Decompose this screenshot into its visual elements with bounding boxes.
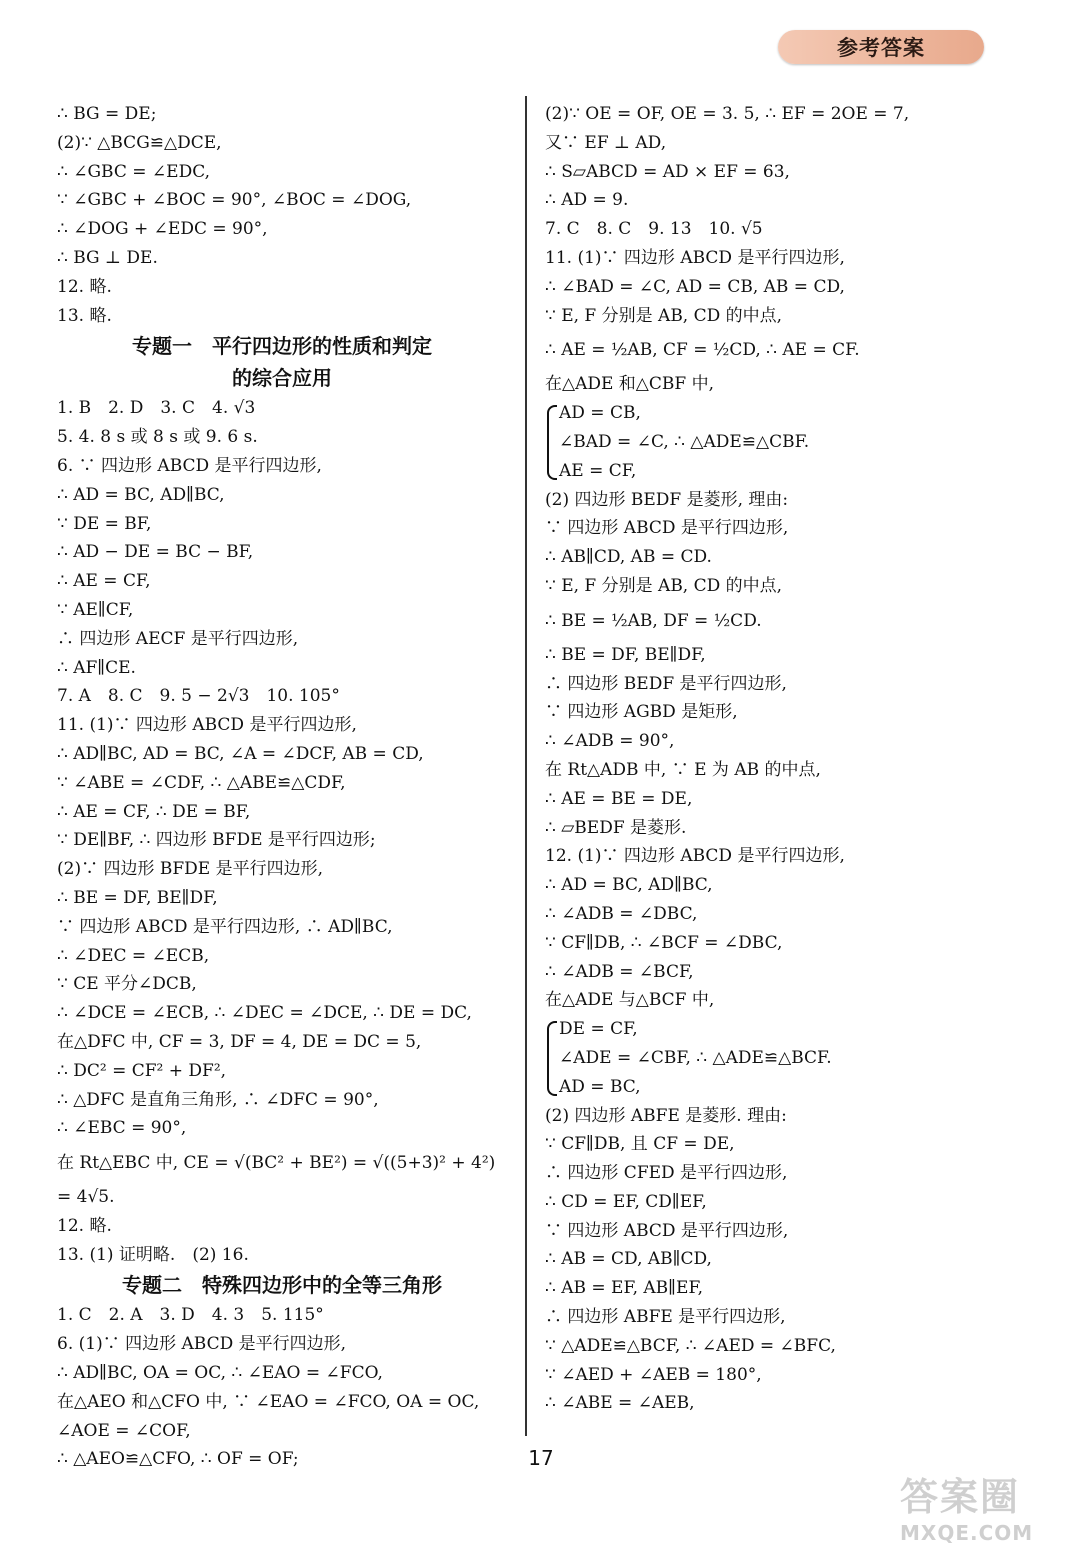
answer-line: ∴ S▱ABCD = AD × EF = 63, — [545, 161, 790, 182]
answer-line: ∴ ∠ABE = ∠AEB, — [545, 1393, 695, 1414]
answer-line: ∵ DE∥BF, ∴ 四边形 BFDE 是平行四边形; — [57, 830, 376, 851]
answer-line: ∴ AD = BC, AD∥BC, — [57, 484, 225, 505]
answer-line: ∴ AE = ½AB, CF = ½CD, ∴ AE = CF. — [545, 340, 860, 361]
answer-line: ∴ ∠ADB = ∠BCF, — [545, 961, 694, 982]
answer-line: 11. (1)∵ 四边形 ABCD 是平行四边形, — [57, 715, 357, 736]
answer-line: ∵ 四边形 ABCD 是平行四边形, — [545, 1220, 789, 1241]
answer-line: ∴ 四边形 AECF 是平行四边形, — [57, 628, 299, 649]
answer-line: 12. 略. — [57, 276, 112, 297]
answer-line: ∴ AF∥CE. — [57, 657, 136, 678]
answer-line: (2)∵ △BCG≌△DCE, — [57, 132, 222, 153]
answer-key-badge — [778, 30, 984, 64]
answer-line: AD = BC, — [559, 1076, 641, 1097]
answer-line: ∴ AB∥CD, AB = CD. — [545, 547, 712, 568]
answer-line: ∵ E, F 分别是 AB, CD 的中点, — [545, 575, 783, 596]
answer-line: ∴ AE = CF, — [57, 571, 151, 592]
answer-line: 1. B 2. D 3. C 4. √3 — [57, 398, 256, 419]
answer-line: ∴ △AEO≌△CFO, ∴ OF = OF; — [57, 1449, 299, 1470]
answer-line: 1. C 2. A 3. D 4. 3 5. 115° — [57, 1305, 324, 1326]
answer-line: 6. ∵ 四边形 ABCD 是平行四边形, — [57, 455, 322, 476]
answer-line: 在 Rt△ADB 中, ∵ E 为 AB 的中点, — [545, 759, 821, 780]
answer-line: ∴ 四边形 ABFE 是平行四边形, — [545, 1307, 786, 1328]
watermark-logo: 答案圈 MXQE.COM — [900, 1475, 1034, 1545]
answer-line: ∴ ∠EBC = 90°, — [57, 1118, 187, 1139]
right-column — [545, 100, 985, 1418]
answer-line: ∴ ∠DEC = ∠ECB, — [57, 945, 210, 966]
answer-line: 在△ADE 和△CBF 中, — [545, 374, 714, 395]
section-heading: 专题一 平行四边形的性质和判定 — [132, 334, 432, 359]
answer-line: ∵ AE∥CF, — [57, 599, 134, 620]
answer-line: ∴ 四边形 BEDF 是平行四边形, — [545, 673, 787, 694]
answer-line: ∴ ∠BAD = ∠C, AD = CB, AB = CD, — [545, 276, 845, 297]
right-block-1 — [545, 100, 985, 399]
answer-line: (2)∵ OE = OF, OE = 3. 5, ∴ EF = 2OE = 7, — [545, 104, 910, 124]
answer-line: 在△AEO 和△CFO 中, ∵ ∠EAO = ∠FCO, OA = OC, — [57, 1391, 480, 1412]
answer-line: = 4√5. — [57, 1187, 115, 1208]
answer-line: ∴ BE = DF, BE∥DF, — [57, 887, 218, 908]
answer-line: 在 Rt△EBC 中, CE = √(BC² + BE²) = √((5+3)² + 4²) — [57, 1153, 496, 1174]
answer-line: ∠ADE = ∠CBF, ∴ △ADE≌△BCF. — [559, 1047, 832, 1068]
answer-line: ∵ ∠AED + ∠AEB = 180°, — [545, 1364, 762, 1385]
answer-line: ∴ 四边形 CFED 是平行四边形, — [545, 1163, 788, 1184]
answer-line: (2)∵ 四边形 BFDE 是平行四边形, — [57, 859, 324, 880]
section-heading: 专题二 特殊四边形中的全等三角形 — [122, 1273, 442, 1298]
answer-line: ∴ AD∥BC, OA = OC, ∴ ∠EAO = ∠FCO, — [57, 1363, 383, 1384]
answer-line: ∵ CE 平分∠DCB, — [57, 974, 197, 995]
equation-system-2 — [545, 1015, 985, 1101]
answer-line: ∵ CF∥DB, ∴ ∠BCF = ∠DBC, — [545, 932, 783, 953]
answer-line: ∴ AB = EF, AB∥EF, — [545, 1278, 703, 1299]
answer-line: 在△ADE 与△BCF 中, — [545, 990, 715, 1011]
answer-line: DE = CF, — [559, 1019, 638, 1040]
answer-line: AE = CF, — [559, 460, 637, 481]
answer-line: 12. (1)∵ 四边形 ABCD 是平行四边形, — [545, 846, 845, 867]
answer-line: ∵ 四边形 AGBD 是矩形, — [545, 702, 738, 723]
answer-line: ∴ BG = DE; — [57, 104, 157, 124]
answer-line: ∴ BG ⊥ DE. — [57, 247, 158, 268]
right-block-2 — [545, 486, 985, 1016]
answer-line: ∵ E, F 分别是 AB, CD 的中点, — [545, 305, 783, 326]
answer-line: AD = CB, — [559, 403, 641, 424]
badge-label: 参考答案 — [837, 36, 925, 60]
answer-line: ∴ ∠GBC = ∠EDC, — [57, 161, 210, 182]
answer-line: ∴ ▱BEDF 是菱形. — [545, 817, 687, 838]
answer-line: ∴ AE = BE = DE, — [545, 788, 693, 809]
answer-line: ∴ △DFC 是直角三角形, ∴ ∠DFC = 90°, — [57, 1089, 379, 1110]
answer-line: ∴ AD = 9. — [545, 190, 629, 211]
answer-line: ∴ AB = CD, AB∥CD, — [545, 1249, 712, 1270]
column-divider — [525, 96, 527, 1436]
page-number: 17 — [528, 1446, 554, 1470]
answer-line: ∵ ∠ABE = ∠CDF, ∴ △ABE≌△CDF, — [57, 772, 346, 793]
answer-line: ∴ AD − DE = BC − BF, — [57, 542, 254, 563]
section-heading: 的综合应用 — [232, 366, 332, 391]
answer-line: ∠BAD = ∠C, ∴ △ADE≌△CBF. — [559, 431, 810, 452]
answer-line: ∴ ∠ADB = 90°, — [545, 731, 675, 752]
answer-line: 11. (1)∵ 四边形 ABCD 是平行四边形, — [545, 247, 845, 268]
answer-line: ∴ BE = DF, BE∥DF, — [545, 644, 706, 665]
answer-line: 12. 略. — [57, 1215, 112, 1236]
left-column — [57, 100, 507, 1474]
answer-line: 13. 略. — [57, 305, 112, 326]
answer-line: ∴ BE = ½AB, DF = ½CD. — [545, 610, 762, 631]
answer-line: ∴ AD = BC, AD∥BC, — [545, 875, 713, 896]
answer-line: 5. 4. 8 s 或 8 s 或 9. 6 s. — [57, 427, 258, 448]
answer-line: ∴ ∠ADB = ∠DBC, — [545, 903, 698, 924]
answer-line: 又∵ EF ⊥ AD, — [545, 132, 667, 153]
answer-line: 在△DFC 中, CF = 3, DF = 4, DE = DC = 5, — [57, 1031, 422, 1052]
answer-line: ∵ ∠GBC + ∠BOC = 90°, ∠BOC = ∠DOG, — [57, 190, 412, 211]
answer-line: ∴ CD = EF, CD∥EF, — [545, 1191, 707, 1212]
answer-line: ∵ 四边形 ABCD 是平行四边形, — [545, 518, 789, 539]
answer-line: 7. A 8. C 9. 5 − 2√3 10. 105° — [57, 686, 340, 707]
answer-line: 6. (1)∵ 四边形 ABCD 是平行四边形, — [57, 1334, 347, 1355]
right-block-3 — [545, 1102, 985, 1419]
answer-line: ∠AOE = ∠COF, — [57, 1420, 191, 1441]
equation-system-1 — [545, 399, 985, 485]
answer-line: ∵ DE = BF, — [57, 513, 152, 534]
answer-line: ∴ AD∥BC, AD = BC, ∠A = ∠DCF, AB = CD, — [57, 743, 424, 764]
answer-line: (2) 四边形 BEDF 是菱形, 理由: — [545, 489, 789, 510]
answer-line: 7. C 8. C 9. 13 10. √5 — [545, 219, 763, 240]
answer-line: 13. (1) 证明略. (2) 16. — [57, 1244, 249, 1265]
answer-line: ∵ CF∥DB, 且 CF = DE, — [545, 1134, 735, 1155]
answer-line: ∴ ∠DOG + ∠EDC = 90°, — [57, 219, 268, 240]
answer-line: ∵ △ADE≌△BCF, ∴ ∠AED = ∠BFC, — [545, 1335, 836, 1356]
answer-line: (2) 四边形 ABFE 是菱形. 理由: — [545, 1105, 787, 1126]
answer-line: ∴ DC² = CF² + DF², — [57, 1060, 227, 1081]
answer-line: ∴ AE = CF, ∴ DE = BF, — [57, 801, 251, 822]
answer-line: ∵ 四边形 ABCD 是平行四边形, ∴ AD∥BC, — [57, 916, 393, 937]
answer-line: ∴ ∠DCE = ∠ECB, ∴ ∠DEC = ∠DCE, ∴ DE = DC, — [57, 1003, 472, 1024]
